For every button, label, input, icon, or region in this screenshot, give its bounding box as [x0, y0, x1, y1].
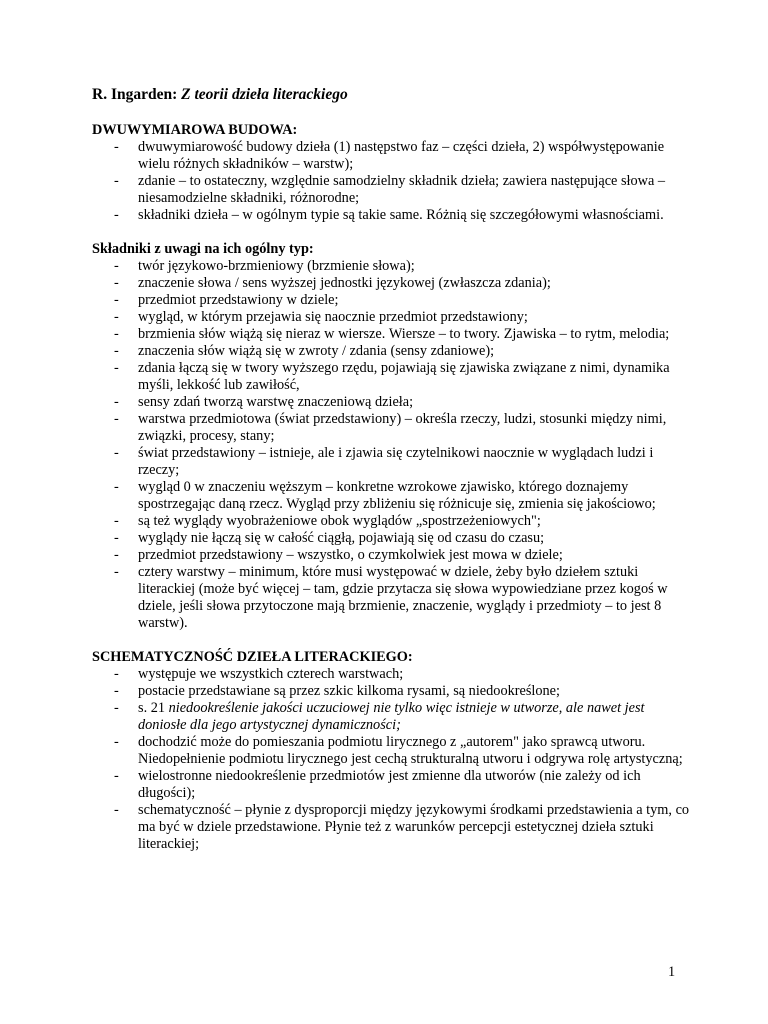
list-item — [92, 768, 692, 802]
section-heading: Składniki z uwagi na ich ogólny typ: — [92, 241, 314, 257]
list-item-text: są też wyglądy wyobrażeniowe obok wyglądów „spostrzeżeniowych"; — [138, 513, 541, 529]
page-number: 1 — [668, 964, 676, 980]
list-item-text: warstwa przedmiotowa (świat przedstawiony) – określa rzeczy, ludzi, stosunki między nimi, związki, procesy, stany; — [138, 411, 667, 444]
list-item-text: świat przedstawiony – istnieje, ale i zjawia się czytelnikowi naocznie w wyglądach ludzi i rzeczy; — [138, 445, 654, 478]
document-title — [92, 86, 692, 103]
bullet-list — [92, 258, 692, 632]
list-item-text: zdania łączą się w twory wyższego rzędu, pojawiają się zjawiska związane z nimi, dynamika myśli, lekkość lub zawiłość, — [138, 360, 670, 393]
list-item — [92, 530, 692, 547]
list-item — [92, 411, 692, 445]
list-item-text: znaczenie słowa / sens wyższej jednostki językowej (zwłaszcza zdania); — [138, 275, 551, 291]
bullet-list — [92, 139, 692, 224]
list-item-text: wygląd, w którym przejawia się naocznie przedmiot przedstawiony; — [138, 309, 528, 325]
section-0 — [92, 122, 692, 224]
list-item-italic-text: niedookreślenie jakości uczuciowej nie tylko więc istnieje w utworze, ale nawet jest doniosłe dla jego artystycznej dynamiczności; — [138, 700, 645, 733]
list-item-text: składniki dzieła – w ogólnym typie są takie same. Różnią się szczegółowymi własnościami. — [138, 207, 664, 223]
sections-container — [92, 122, 692, 853]
list-item-text: znaczenia słów wiążą się w zwroty / zdania (sensy zdaniowe); — [138, 343, 495, 359]
list-item-text: dochodzić może do pomieszania podmiotu lirycznego z „autorem" jako sprawcą utworu. Niedopełnienie podmiotu lirycznego jest cechą strukturalną utworu i odgrywa rolę artystyczną; — [138, 734, 683, 767]
section-heading: DWUWYMIAROWA BUDOWA: — [92, 122, 298, 138]
list-item — [92, 666, 692, 683]
list-item — [92, 734, 692, 768]
list-item — [92, 309, 692, 326]
list-item-text: występuje we wszystkich czterech warstwach; — [138, 666, 404, 682]
list-item-text: wygląd 0 w znaczeniu węższym – konkretne wzrokowe zjawisko, którego doznajemy spostrzegając daną rzecz. Wygląd przy zbliżeniu się różnicuje się, zmienia się jakościowo; — [138, 479, 656, 512]
section-2 — [92, 649, 692, 853]
section-1 — [92, 241, 692, 632]
list-item — [92, 343, 692, 360]
list-item — [92, 207, 692, 224]
list-item — [92, 513, 692, 530]
list-item — [92, 547, 692, 564]
list-item — [92, 394, 692, 411]
list-item — [92, 360, 692, 394]
list-item — [92, 292, 692, 309]
list-item — [92, 802, 692, 853]
list-item-text: twór językowo-brzmieniowy (brzmienie słowa); — [138, 258, 415, 274]
list-item — [92, 139, 692, 173]
list-item-text: postacie przedstawiane są przez szkic kilkoma rysami, są niedookreślone; — [138, 683, 561, 699]
list-item — [92, 258, 692, 275]
list-item-text: brzmienia słów wiążą się nieraz w wierszе. Wiersze – to twory. Zjawiska – to rytm, melodia; — [138, 326, 670, 342]
document-page — [92, 86, 692, 870]
list-item — [92, 275, 692, 292]
list-item-text: wyglądy nie łączą się w całość ciągłą, pojawiają się od czasu do czasu; — [138, 530, 545, 546]
list-item — [92, 479, 692, 513]
list-item-text: s. 21 — [138, 700, 169, 716]
section-heading: SCHEMATYCZNOŚĆ DZIEŁA LITERACKIEGO: — [92, 649, 413, 665]
list-item-text: dwuwymiarowość budowy dzieła (1) następstwo faz – części dzieła, 2) współwystępowanie wielu różnych składników – warstw); — [138, 139, 665, 172]
list-item-text: zdanie – to ostateczny, względnie samodzielny składnik dzieła; zawiera następujące słowa – niesamodzielne składniki, różnorodne; — [138, 173, 666, 206]
bullet-list — [92, 666, 692, 853]
list-item-text: wielostronne niedookreślenie przedmiotów jest zmienne dla utworów (nie zależy od ich długości); — [138, 768, 641, 801]
list-item-text: przedmiot przedstawiony – wszystko, o czymkolwiek jest mowa w dziele; — [138, 547, 563, 563]
list-item — [92, 173, 692, 207]
list-item-text: cztery warstwy – minimum, które musi występować w dziele, żeby było dziełem sztuki literackiej (może być więcej – tam, gdzie przytacza się słowa wypowiedziane przez kogoś w dziele, jeśli słowa przytoczone mają brzmienie, znaczenie, wyglądy i przedmioty – to jest 8 warstw). — [138, 564, 668, 631]
list-item-text: schematyczność – płynie z dysproporcji między językowymi środkami przedstawienia a tym, co ma być w dziele przedstawione. Płynie też z warunków percepcji estetycznej dzieła sztuki literackiej; — [138, 802, 690, 852]
list-item-text: przedmiot przedstawiony w dziele; — [138, 292, 339, 308]
list-item — [92, 700, 692, 734]
list-item-text: sensy zdań tworzą warstwę znaczeniową dzieła; — [138, 394, 414, 410]
list-item — [92, 326, 692, 343]
list-item — [92, 683, 692, 700]
title-work: Z teorii dzieła literackiego — [181, 86, 348, 103]
list-item — [92, 445, 692, 479]
title-author: R. Ingarden: — [92, 86, 178, 103]
list-item — [92, 564, 692, 632]
